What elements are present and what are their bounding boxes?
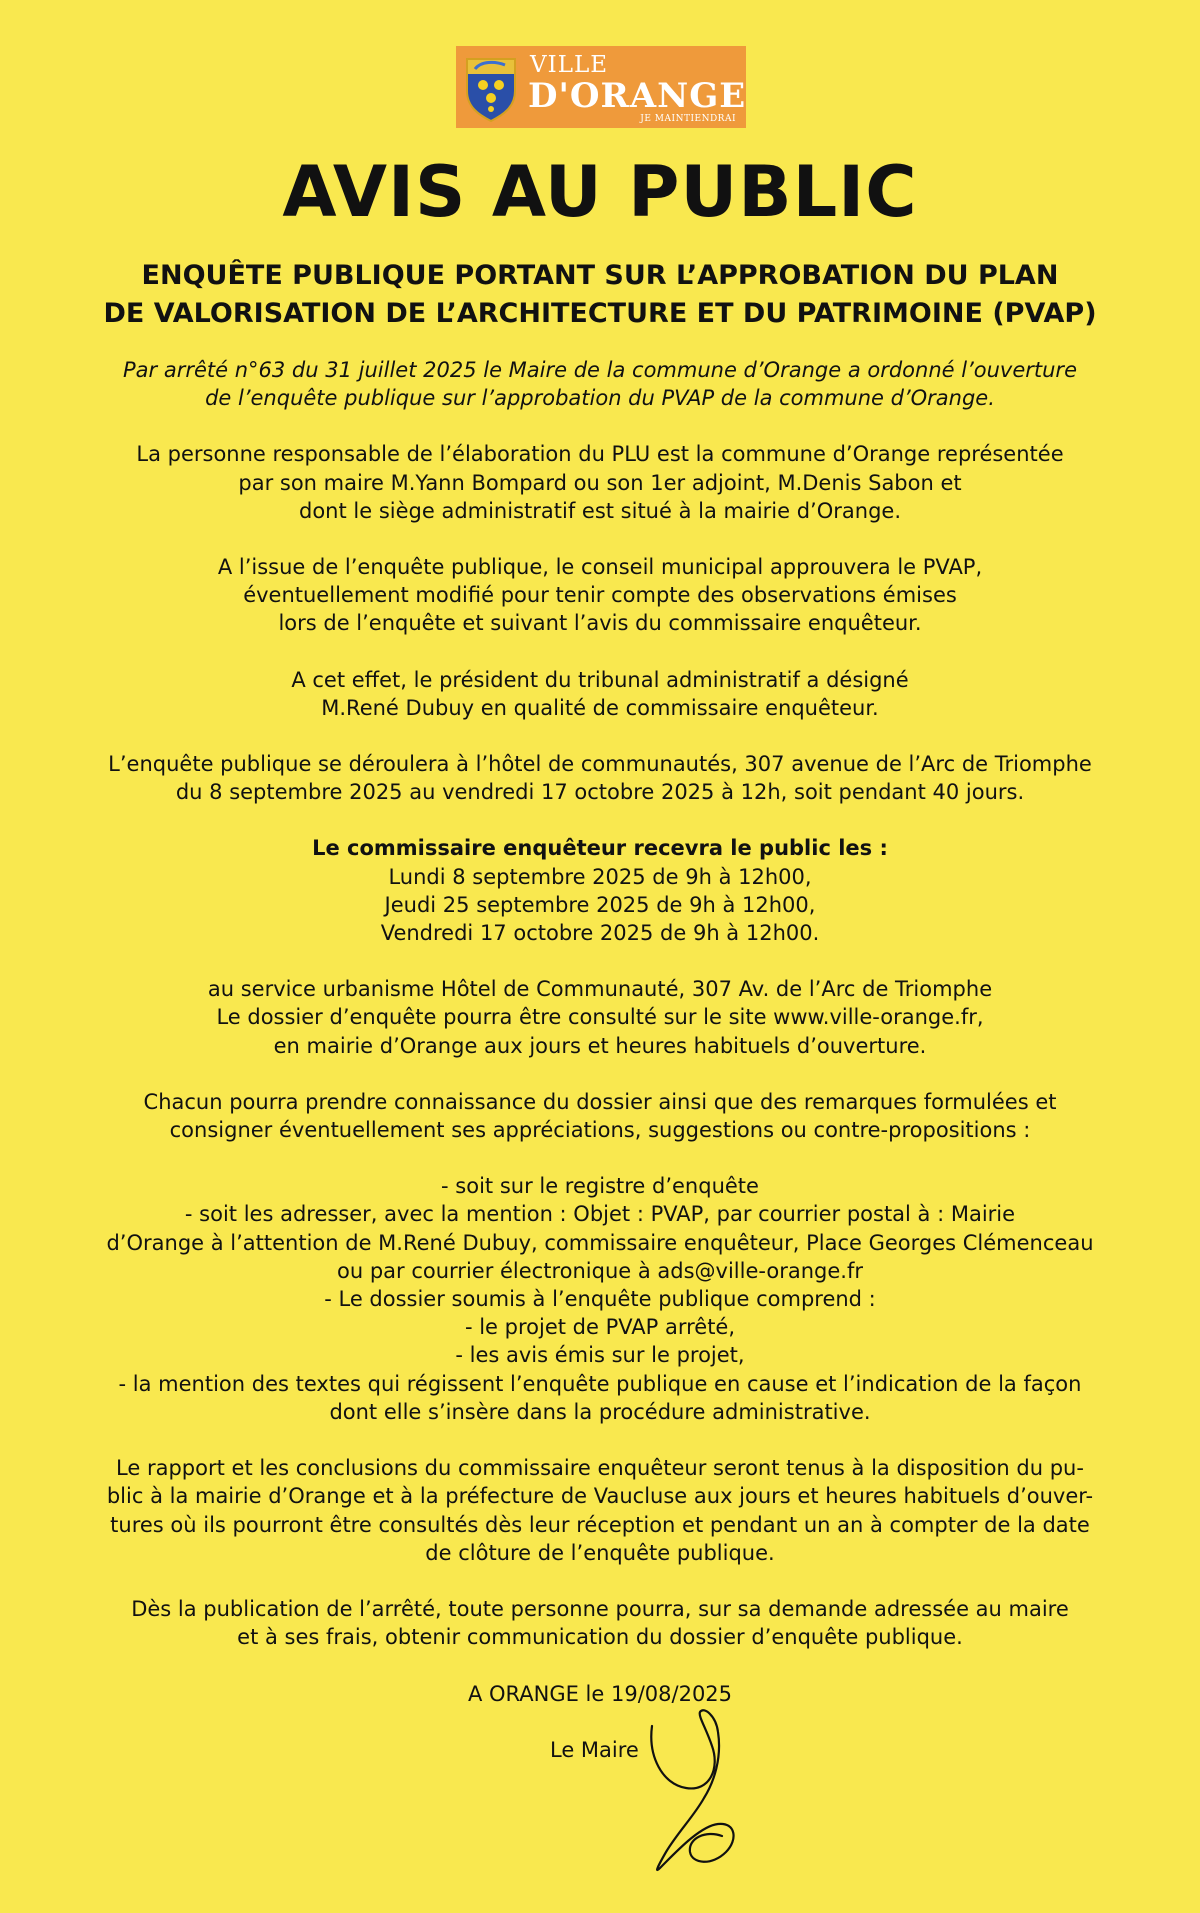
text-line: - le projet de PVAP arrêté, — [464, 1315, 736, 1340]
date-line: A ORANGE le 19/08/2025 — [467, 1682, 733, 1706]
text-line: au service urbanisme Hôtel de Communauté, 307 Av. de l’Arc de Triomphe — [207, 977, 993, 1002]
text-line: ou par courrier électronique à ads@ville-orange.fr — [337, 1258, 863, 1283]
text-line: lors de l’enquête et suivant l’avis du commissaire enquêteur. — [278, 611, 922, 636]
text-line: - soit les adresser, avec la mention : Objet : PVAP, par courrier postal à : Mairie — [184, 1202, 1016, 1227]
text-line: - soit sur le registre d’enquête — [441, 1174, 759, 1199]
signature-block — [0, 1680, 1200, 1762]
page-title: AVIS AU PUBLIC — [282, 151, 918, 233]
logo-ville: VILLE — [530, 52, 609, 78]
text-line: blic à la mairie d’Orange et à la préfecture de Vaucluse aux jours et heures habituels d’ouver- — [106, 1484, 1094, 1509]
logo-orange: D'ORANGE — [528, 76, 747, 116]
text-line: La personne responsable de l’élaboration du PLU est la commune d’Orange représentée — [136, 442, 1064, 467]
permanences-paragraph — [30, 834, 1170, 947]
lieu-paragraph — [30, 975, 1170, 1060]
text-line: M.René Dubuy en qualité de commissaire enquêteur. — [321, 695, 879, 720]
text-line: dont elle s’insère dans la procédure administrative. — [329, 1399, 871, 1424]
text-line: par son maire M.Yann Bompard ou son 1er adjoint, M.Denis Sabon et — [238, 470, 962, 495]
text-line: Par arrêté n°63 du 31 juillet 2025 le Maire de la commune d’Orange a ordonné l’ouverture — [123, 358, 1077, 382]
handwritten-signature-icon — [640, 1706, 770, 1883]
text-line: en mairie d’Orange aux jours et heures habituels d’ouverture. — [273, 1033, 927, 1058]
subtitle-line: ENQUÊTE PUBLIQUE PORTANT SUR L’APPROBATION DU PLAN — [141, 260, 1059, 291]
consultation-paragraph — [30, 1088, 1170, 1144]
permanence-date: Lundi 8 septembre 2025 de 9h à 12h00, — [388, 864, 812, 889]
designation-paragraph — [30, 666, 1170, 722]
subtitle-line: DE VALORISATION DE L’ARCHITECTURE ET DU PATRIMOINE (PVAP) — [103, 298, 1097, 329]
permanence-date: Jeudi 25 septembre 2025 de 9h à 12h00, — [384, 892, 816, 917]
logo-motto: JE MAINTIENDRAI — [640, 114, 736, 124]
ville-orange-logo — [456, 46, 746, 128]
modalites-paragraph — [30, 1172, 1170, 1426]
deroulement-paragraph — [30, 750, 1170, 806]
text-line: Le dossier d’enquête pourra être consulté sur le site www.ville-orange.fr, — [216, 1005, 984, 1030]
rapport-paragraph — [30, 1454, 1170, 1567]
text-line: - les avis émis sur le projet, — [455, 1343, 745, 1368]
text-line: de l’enquête publique sur l’approbation du PVAP de la commune d’Orange. — [205, 386, 995, 411]
permanences-heading: Le commissaire enquêteur recevra le public les : — [312, 836, 888, 861]
text-line: - la mention des textes qui régissent l’enquête publique en cause et l’indication de la façon — [118, 1371, 1082, 1396]
signatory-label: Le Maire — [550, 1738, 639, 1762]
text-line: éventuellement modifié pour tenir compte des observations émises — [243, 583, 957, 608]
text-line: L’enquête publique se déroulera à l’hôtel de communautés, 307 avenue de l’Arc de Triomphe — [108, 752, 1092, 777]
text-line: Dès la publication de l’arrêté, toute personne pourra, sur sa demande adressée au maire — [131, 1596, 1069, 1621]
text-line: Chacun pourra prendre connaissance du dossier ainsi que des remarques formulées et — [143, 1089, 1057, 1114]
text-line: et à ses frais, obtenir communication du dossier d’enquête publique. — [237, 1625, 963, 1650]
issue-paragraph — [30, 553, 1170, 638]
logo-text — [526, 46, 746, 128]
text-line: d’Orange à l’attention de M.René Dubuy, commissaire enquêteur, Place Georges Clémenceau — [106, 1230, 1094, 1255]
text-line: tures où ils pourront être consultés dès leur réception et pendant un an à compter de la date — [110, 1512, 1090, 1537]
permanence-date: Vendredi 17 octobre 2025 de 9h à 12h00. — [380, 921, 820, 946]
notice-body — [30, 356, 1170, 1679]
text-line: dont le siège administratif est situé à la mairie d’Orange. — [299, 498, 901, 523]
text-line: consigner éventuellement ses appréciations, suggestions ou contre-propositions : — [169, 1118, 1031, 1143]
text-line: A cet effet, le président du tribunal administratif a désigné — [291, 667, 909, 692]
publication-paragraph — [30, 1595, 1170, 1651]
text-line: de clôture de l’enquête publique. — [425, 1540, 775, 1565]
responsable-paragraph — [30, 440, 1170, 525]
page-subtitle — [0, 257, 1200, 333]
text-line: - Le dossier soumis à l’enquête publique comprend : — [324, 1287, 876, 1312]
intro-paragraph — [30, 356, 1170, 412]
text-line: du 8 septembre 2025 au vendredi 17 octobre 2025 à 12h, soit pendant 40 jours. — [175, 780, 1025, 805]
coat-of-arms-icon — [456, 46, 526, 128]
text-line: A l’issue de l’enquête publique, le conseil municipal approuvera le PVAP, — [217, 555, 983, 580]
text-line: Le rapport et les conclusions du commissaire enquêteur seront tenus à la disposition du pu- — [116, 1456, 1084, 1481]
